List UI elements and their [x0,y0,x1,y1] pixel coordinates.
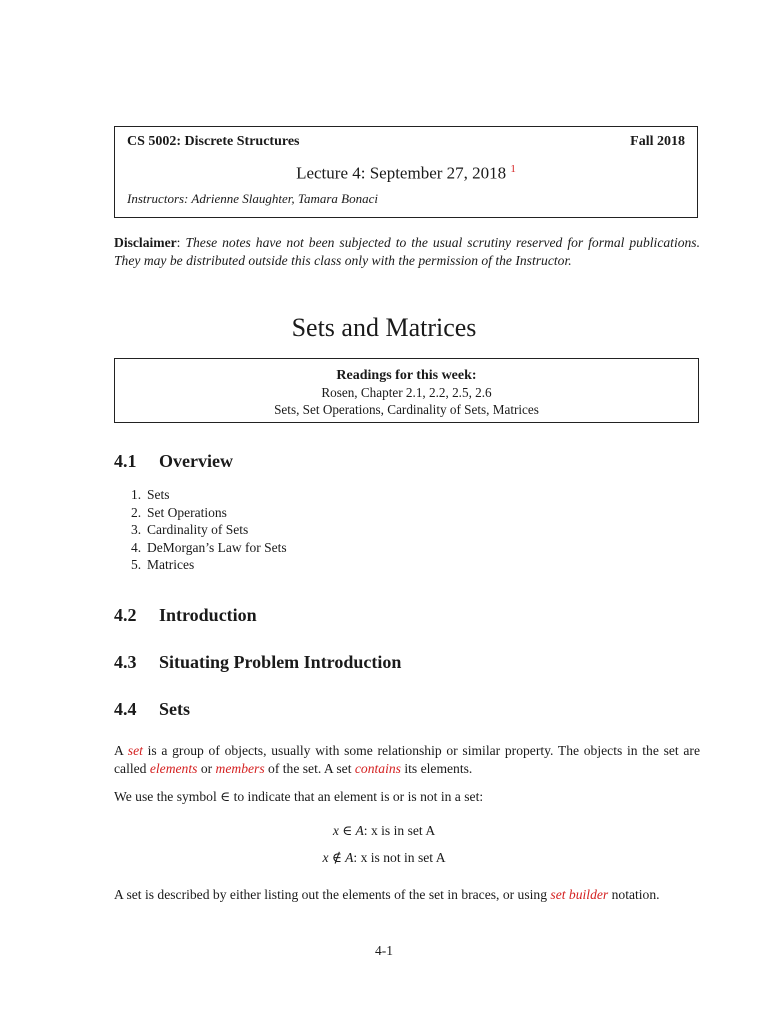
section-title: Sets [159,699,190,719]
lecture-title-text: Lecture 4: September 27, 2018 [296,163,507,183]
term-contains: contains [354,761,401,776]
sets-definition-paragraph [114,742,700,778]
disclaimer-label: Disclaimer [114,235,177,250]
list-item-number: 1. [131,487,142,502]
readings-box [114,358,699,423]
math-line-element-of [0,823,768,839]
list-item [131,486,287,504]
term-set: set [127,743,143,758]
overview-list [131,486,287,574]
math-expression: x ∉ A [322,850,354,865]
section-title: Situating Problem Introduction [159,652,402,672]
page-number: 4-1 [375,943,393,958]
membership-symbol-paragraph: We use the symbol ∈ to indicate that an element is or is not in a set: [114,789,484,804]
course-title: CS 5002: Discrete Structures [127,134,300,149]
section-title: Overview [159,451,233,471]
document-title: Sets and Matrices [291,313,477,342]
list-item-number: 3. [131,522,142,538]
section-number: 4.2 [114,605,137,625]
math-expression: x ∈ A [332,823,364,838]
disclaimer-text: These notes have not been subjected to the usual scrutiny reserved for formal publications. They may be distributed outside this class only with the permission of the Instructor. [114,235,700,268]
list-item-text: Matrices [147,557,195,573]
section-heading-overview [114,451,233,472]
readings-line-2: Sets, Set Operations, Cardinality of Sets, Matrices [274,402,539,417]
list-item-text: Cardinality of Sets [147,522,249,538]
list-item-number: 5. [131,557,142,573]
term-label: Fall 2018 [630,134,685,149]
set-description-paragraph [114,886,700,904]
list-item [131,521,287,539]
text-run: is a group of objects, usually with some relationship or similar property. The objects in the set are called [114,743,700,776]
disclaimer: Disclaimer: These notes have not been subjected to the usual scrutiny reserved for formal publications. They may be distributed outside this class only with the permission of the Instructor. [114,235,700,268]
section-number: 4.3 [114,652,137,672]
section-title: Introduction [159,605,257,625]
section-number: 4.4 [114,699,137,719]
math-description: : x is in set A [363,823,436,838]
list-item [131,556,287,574]
readings-heading: Readings for this week: [336,368,477,383]
list-item-number: 4. [131,539,142,555]
text-run: of the set. A set [264,761,355,776]
term-set-builder: set builder [550,887,609,902]
lecture-title [115,163,697,184]
text-run: A [114,743,128,758]
math-line-not-element-of [0,850,768,866]
lecture-header-box [114,126,698,218]
section-heading-sets [114,699,190,720]
list-item-text: DeMorgan’s Law for Sets [147,539,287,555]
section-heading-situating-problem [114,652,401,673]
term-members: members [215,761,265,776]
section-number: 4.1 [114,451,137,471]
section-heading-introduction [114,605,257,626]
text-run: its elements. [400,761,473,776]
term-elements: elements [149,761,198,776]
list-item-text: Set Operations [147,504,227,520]
text-run: or [197,761,216,776]
text-run: notation. [608,887,660,902]
list-item-number: 2. [131,504,142,520]
list-item [131,539,287,557]
instructors-line: Instructors: Adrienne Slaughter, Tamara Bonaci [127,191,378,206]
list-item-text: Sets [147,487,170,502]
footnote-link[interactable]: 1 [510,163,516,175]
list-item [131,504,287,522]
readings-line-1: Rosen, Chapter 2.1, 2.2, 2.5, 2.6 [321,385,492,400]
text-run: A set is described by either listing out the elements of the set in braces, or using [114,887,551,902]
math-description: : x is not in set A [353,850,446,865]
